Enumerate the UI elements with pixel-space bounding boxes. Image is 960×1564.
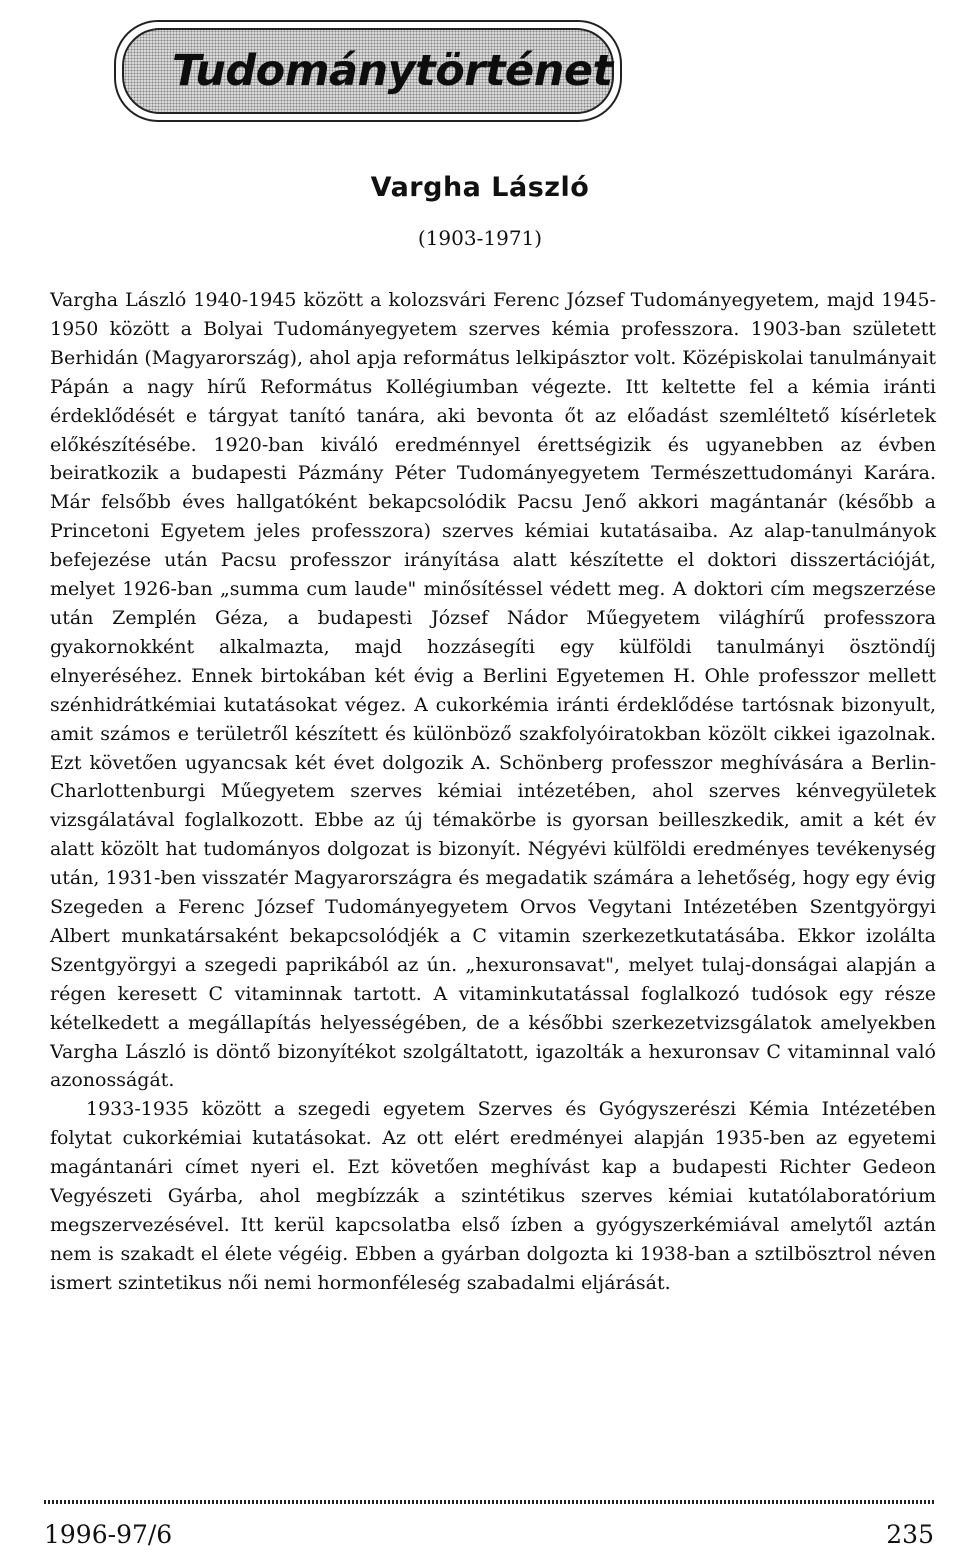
footer-divider [44,1500,936,1504]
paragraph-2: 1933-1935 között a szegedi egyetem Szerves és Gyógyszerészi Kémia Intézetében folytat cukorkémiai kutatásokat. Az ott elért eredményei alapján 1935-ben az egyetemi magántanári címet nyeri el. Ezt követően meghívást kap a budapesti Richter Gedeon Vegyészeti Gyárba, ahol megbízzák a szintétikus szerves kémiai kutatólaboratórium megszervezésével. Itt kerül kapcsolatba első ízben a gyógyszerkémiával amelytől aztán nem is szakadt el élete végéig. Ebben a gyárban dolgozta ki 1938-ban a sztilbösztrol néven ismert szintetikus női nemi hormonféleség szabadalmi eljárását. [50,1098,936,1294]
article-body [50,286,936,1298]
section-banner-inner [122,28,614,114]
section-banner [114,20,622,122]
paragraph-1: Vargha László 1940-1945 között a kolozsvári Ferenc József Tudományegyetem, majd 1945-1950 között a Bolyai Tudományegyetem szerves kémia professzora. 1903-ban született Berhidán (Magyarország), ahol apja református lelkipásztor volt. Középiskolai tanulmányait Pápán a nagy hírű Református Kollégiumban végezte. Itt keltette fel a kémia iránti érdeklődését e tárgyat tanító tanára, aki bevonta őt az előadást szemléltető kísérletek előkészítésébe. 1920-ban kiváló eredménnyel érettségizik és ugyanebben az évben beiratkozik a budapesti Pázmány Péter Tudományegyetem Természettudományi Karára. Már felsőbb éves hallgatóként bekapcsolódik Pacsu Jenő akkori magántanár (később a Princetoni Egyetem jeles professzora) szerves kémiai kutatásaiba. Az alap-tanulmányok befejezése után Pacsu professzor irányítása alatt készítette el doktori disszertációját, melyet 1926-ban „summa cum laude" minősítéssel védett meg. A doktori cím megszerzése után Zemplén Géza, a budapesti József Nádor Műegyetem világhírű professzora gyakornokként alkalmazta, majd hozzásegíti egy külföldi tanulmányi ösztöndíj elnyeréséhez. Ennek birtokában két évig a Berlini Egyetemen H. Ohle professzor mellett szénhidrátkémiai kutatásokat végez. A cukorkémia iránti érdeklődése tartósnak bizonyult, amit számos e területről készített és különböző szakfolyóiratokban közölt cikkei igazolnak. Ezt követően ugyancsak két évet dolgozik A. Schönberg professzor meghívására a Berlin-Charlottenburgi Műegyetem szerves kémiai intézetében, ahol szerves kénvegyületek vizsgálatával foglalkozott. Ebbe az új témakörbe is gyorsan beilleszkedik, amit a két év alatt közölt hat tudományos dolgozat is bizonyít. Négyévi külföldi eredményes tevékenység után, 1931-ben visszatér Magyarországra és megadatik számára a lehetőség, hogy egy évig Szegeden a Ferenc József Tudományegyetem Orvos Vegytani Intézetében Szentgyörgyi Albert munkatársaként bekapcsolódjék a C vitamin szerkezetkutatásába. Ekkor izolálta Szentgyörgyi a szegedi paprikából az ún. „hexuronsavat", melyet tulaj-donságai alapján a régen keresett C vitaminnak tartott. A vitaminkutatással foglalkozó tudósok egy része kételkedett a megállapítás helyességében, de a későbbi szerkezetvizsgálatok amelyekben Vargha László is döntő bizonyítékot szolgáltatott, igazolták a hexuronsav C vitaminnal való azonosságát. [50,289,936,1092]
section-title: Tudománytörténet [172,46,613,96]
article-title: Vargha László [370,172,590,203]
page-number: 235 [886,1520,934,1549]
issue-number: 1996-97/6 [44,1520,173,1549]
article-years: (1903-1971) [417,226,543,250]
